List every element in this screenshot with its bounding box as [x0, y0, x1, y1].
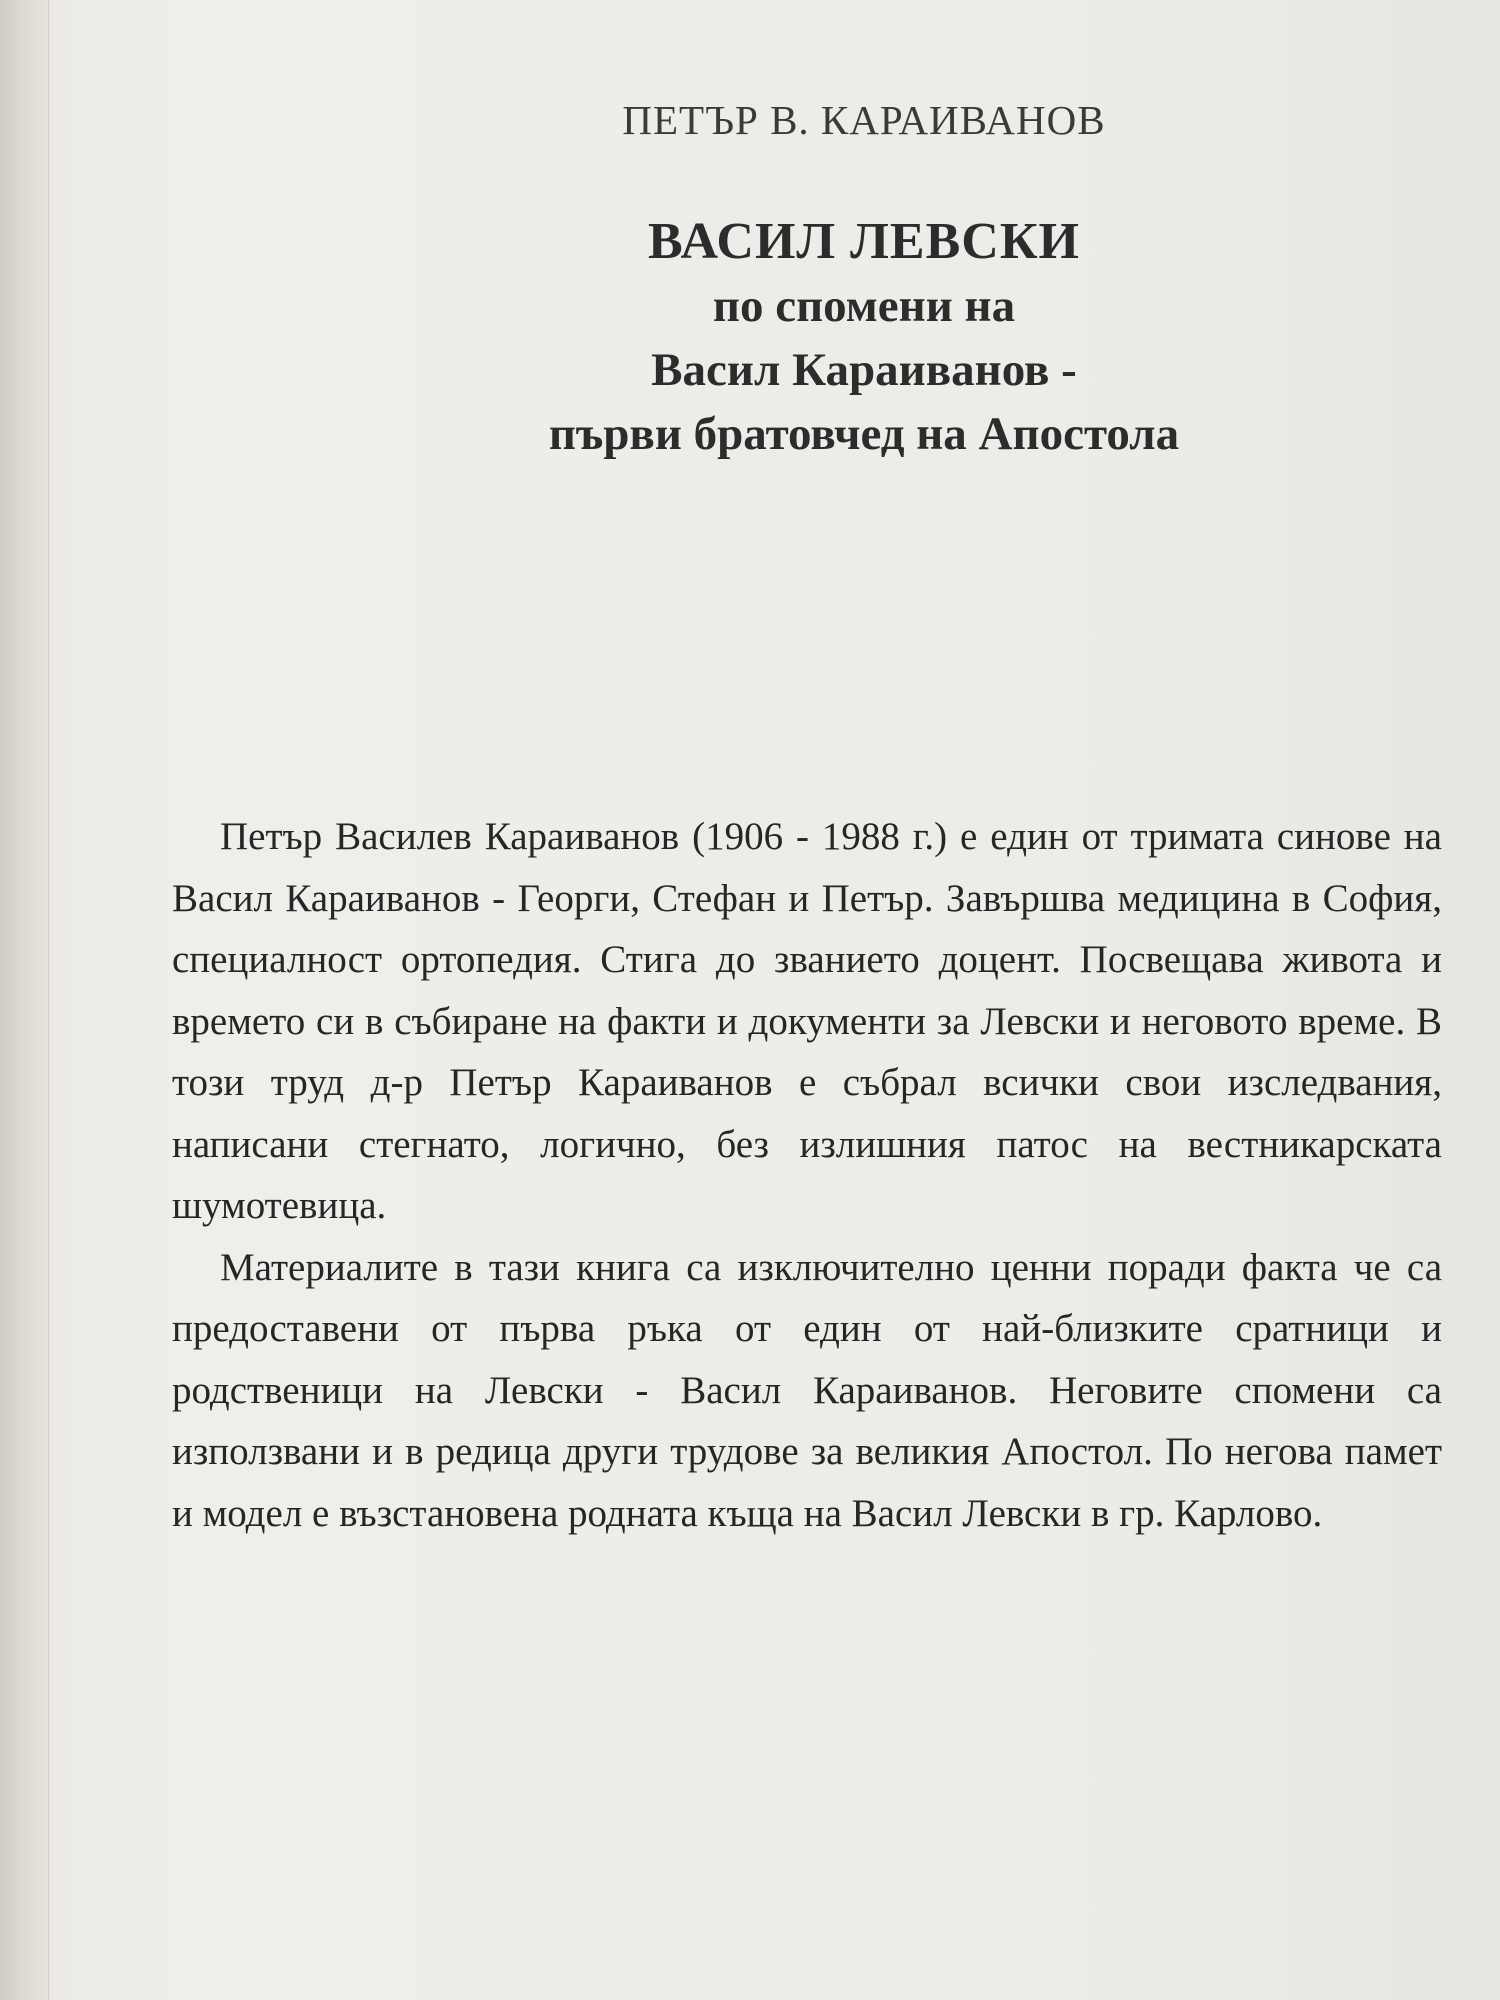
paragraph: Материалите в тази книга са изключително ценни поради факта че са предоставени от първа ръка от един от най-близките сратници и родственици на Левски - Васил Караиванов. Неговите спомени са използвани и в редица други трудове за великия Апостол. По негова памет и модел е възстановена родната къща на Васил Левски в гр. Карлово.	[172, 1245, 1442, 1535]
book-title	[48, 210, 1500, 466]
title-line-4: първи братовчед на Апостола	[548, 408, 1180, 460]
page-binding-edge	[0, 0, 49, 2000]
paragraph: Петър Василев Караиванов (1906 - 1988 г.) е един от тримата синове на Васил Караиванов - Георги, Стефан и Петър. Завършва медицина в София, специалност ортопедия. Стига до званието доцент. Посвещава живота и времето си в събиране на факти и документи за Левски и неговото време. В този труд д-р Петър Караиванов е събрал всички свои изследвания, написани стегнато, логично, без излишния патос на вестникарската шумотевица.	[172, 815, 1442, 1227]
body-text	[172, 806, 1442, 1544]
title-line-2: по спомени на	[712, 280, 1016, 332]
title-main: ВАСИЛ ЛЕВСКИ	[648, 213, 1080, 270]
author-name: ПЕТЪР В. КАРАИВАНОВ	[622, 97, 1106, 143]
title-line-3: Васил Караиванов -	[651, 344, 1077, 396]
